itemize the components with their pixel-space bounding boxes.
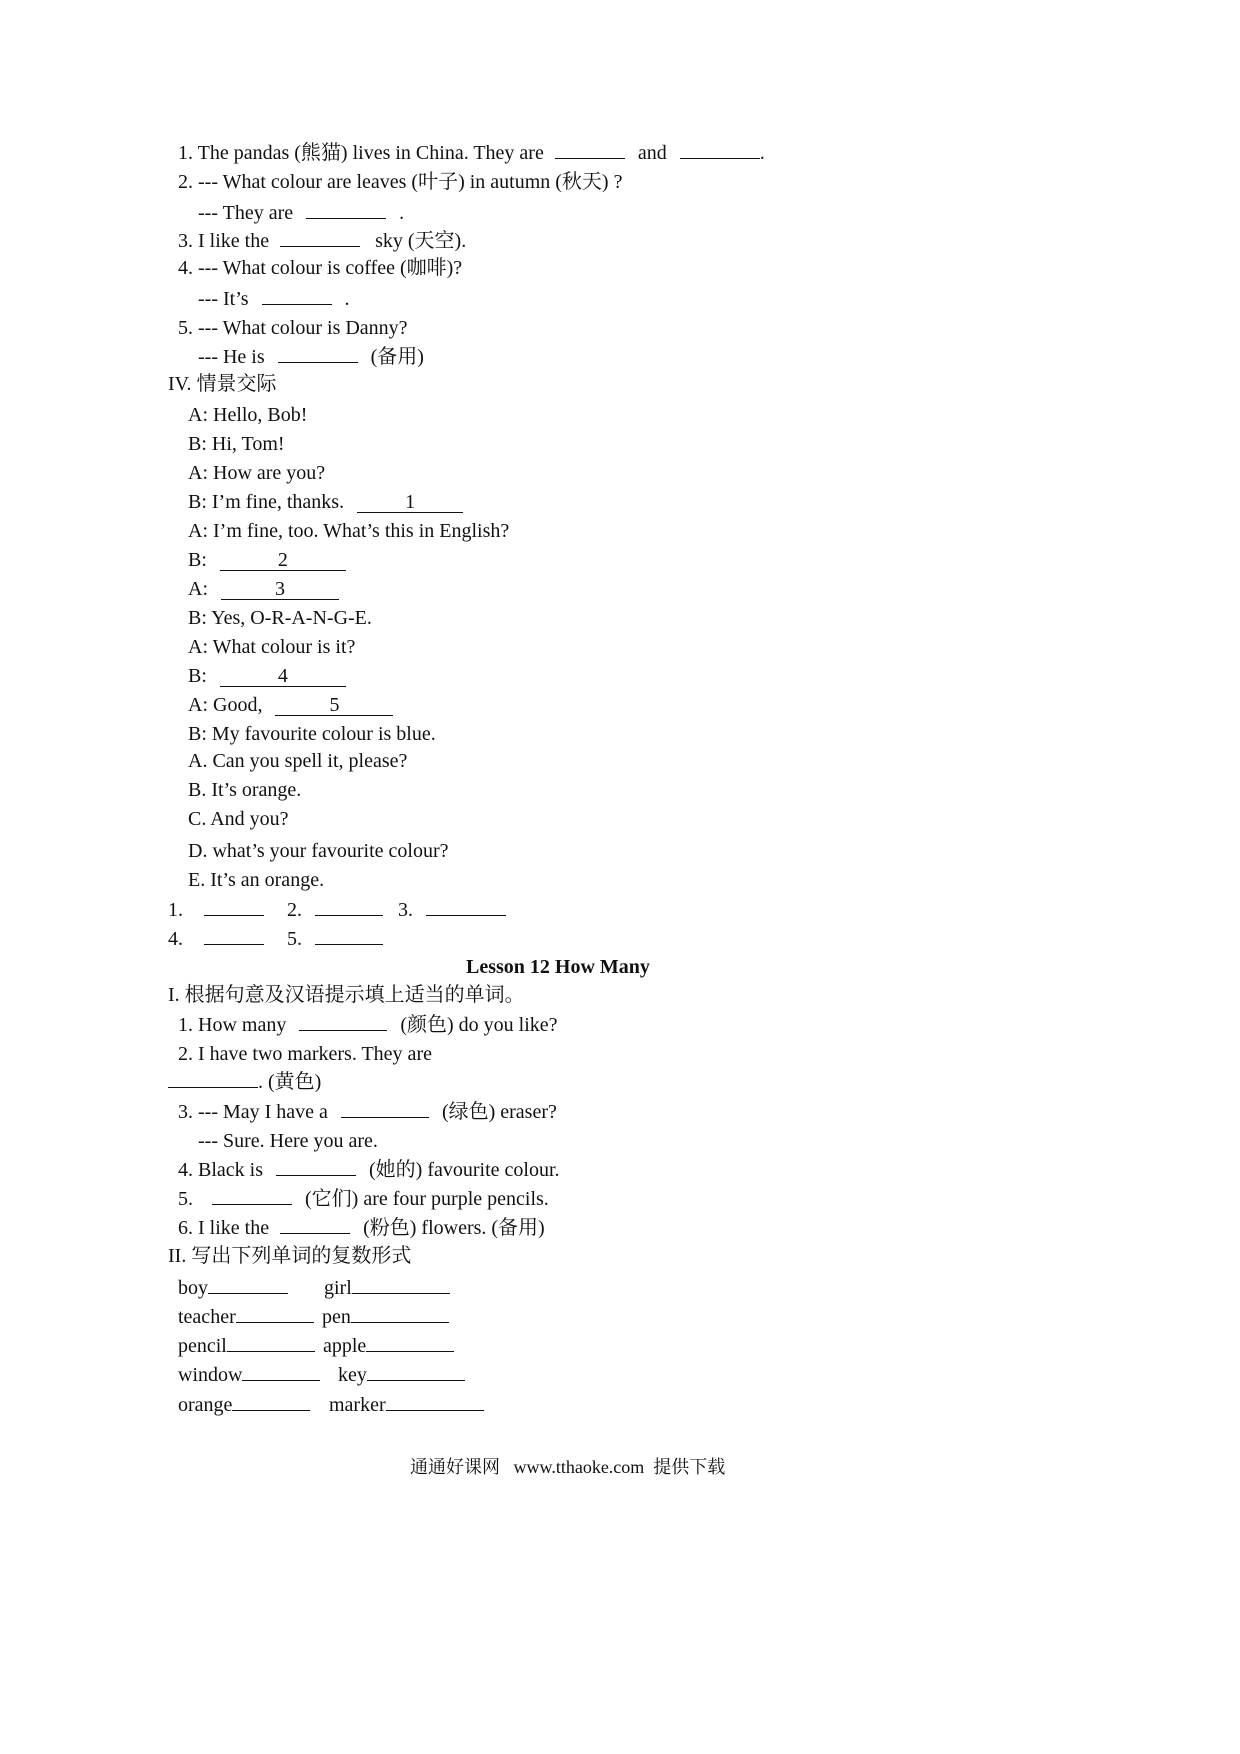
answer-blank[interactable] <box>351 1304 449 1323</box>
option-d: D. what’s your favourite colour? <box>188 840 449 862</box>
l12-item-text: 3. --- May I have a <box>178 1101 328 1123</box>
answer-blank[interactable] <box>204 897 264 916</box>
answer-blank[interactable] <box>386 1392 484 1411</box>
option-a: A. Can you spell it, please? <box>188 750 408 772</box>
answer-blank[interactable] <box>367 1362 465 1381</box>
plural-word: boy <box>178 1277 208 1299</box>
numbered-blank-1[interactable] <box>357 492 463 513</box>
option-c: C. And you? <box>188 808 289 830</box>
l12-item-5 <box>178 1186 549 1211</box>
dialogue-line-blank-2 <box>188 548 346 572</box>
answer-blank[interactable] <box>280 228 360 247</box>
plural-row-5 <box>178 1392 484 1417</box>
fill-item-2-answer <box>198 200 404 225</box>
numbered-blank-4[interactable] <box>220 666 346 687</box>
plural-row-4 <box>178 1362 465 1387</box>
page-footer: 通通好课网 www.tthaoke.com 提供下载 <box>410 1457 726 1477</box>
fill-item-3 <box>178 228 466 253</box>
answer-blank[interactable] <box>555 140 625 159</box>
l12-item-text: 5. <box>178 1188 193 1210</box>
dialogue-text: B: <box>188 549 207 571</box>
lesson12-section-1-heading: I. 根据句意及汉语提示填上适当的单词。 <box>168 984 525 1006</box>
plural-row-1 <box>178 1275 450 1300</box>
l12-item-tail: (她的) favourite colour. <box>369 1159 560 1181</box>
blank-number: 5 <box>329 694 340 716</box>
l12-item-2: 2. I have two markers. They are <box>178 1043 432 1065</box>
answer-blank[interactable] <box>306 200 386 219</box>
answer-blank[interactable] <box>262 286 332 305</box>
answer-blank[interactable] <box>366 1333 454 1352</box>
fill-item-1-and: and <box>637 142 667 164</box>
option-b: B. It’s orange. <box>188 779 302 801</box>
answer-blank[interactable] <box>236 1304 314 1323</box>
l12-item-2-cont <box>168 1069 321 1094</box>
answer-blank[interactable] <box>299 1012 387 1031</box>
answer-blank[interactable] <box>341 1099 429 1118</box>
dialogue-line: A: I’m fine, too. What’s this in English? <box>188 520 510 542</box>
answer-blank[interactable] <box>315 926 383 945</box>
answer-blank[interactable] <box>280 1215 350 1234</box>
fill-item-1-text: 1. The pandas (熊猫) lives in China. They are <box>178 142 544 164</box>
answer-blank[interactable] <box>168 1069 258 1088</box>
fill-item-3-text: 3. I like the <box>178 230 270 252</box>
section-4-heading: IV. 情景交际 <box>168 373 277 395</box>
dialogue-line-blank-3 <box>188 577 339 601</box>
plural-word: apple <box>323 1335 367 1357</box>
fill-item-4-text: 4. --- What colour is coffee (咖啡)? <box>178 257 463 279</box>
answer-blank[interactable] <box>352 1275 450 1294</box>
answer-label: 1. <box>168 899 183 921</box>
answer-blank[interactable] <box>278 344 358 363</box>
l12-item-4 <box>178 1157 560 1182</box>
plural-word: girl <box>324 1277 352 1299</box>
answer-label: 3. <box>398 899 413 921</box>
lesson-title: Lesson 12 How Many <box>466 956 650 978</box>
fill-item-2-answer-text: --- They are <box>198 202 294 224</box>
blank-number: 2 <box>277 549 288 571</box>
answer-blank[interactable] <box>315 897 383 916</box>
l12-item-text: 6. I like the <box>178 1217 270 1239</box>
answer-label: 5. <box>287 928 302 950</box>
plural-word: key <box>338 1364 367 1386</box>
l12-item-tail: (绿色) eraser? <box>441 1101 557 1123</box>
fill-item-2 <box>178 170 622 194</box>
dialogue-line-blank-4 <box>188 664 346 688</box>
fill-item-5-note: (备用) <box>370 346 424 368</box>
dialogue-line: B: Yes, O-R-A-N-G-E. <box>188 607 372 629</box>
fill-item-5-answer <box>198 344 424 369</box>
fill-item-5 <box>178 316 408 340</box>
dialogue-line-blank-1 <box>188 490 463 514</box>
plural-row-3 <box>178 1333 454 1358</box>
dialogue-text: B: I’m fine, thanks. <box>188 491 345 513</box>
fill-item-1 <box>178 140 765 165</box>
plural-word: orange <box>178 1394 233 1416</box>
fill-item-5-text: 5. --- What colour is Danny? <box>178 317 408 339</box>
dialogue-line: B: Hi, Tom! <box>188 433 285 455</box>
blank-number: 3 <box>275 578 285 600</box>
plural-word: pencil <box>178 1335 227 1357</box>
l12-item-text: 1. How many <box>178 1014 287 1036</box>
plural-word: pen <box>322 1306 351 1328</box>
plural-word: marker <box>329 1394 386 1416</box>
numbered-blank-5[interactable] <box>275 695 393 716</box>
answer-blank[interactable] <box>204 926 264 945</box>
dialogue-line: A: How are you? <box>188 462 326 484</box>
dialogue-line: B: My favourite colour is blue. <box>188 723 436 745</box>
l12-item-tail: (它们) are four purple pencils. <box>305 1188 549 1210</box>
numbered-blank-2[interactable] <box>220 550 346 571</box>
l12-item-3 <box>178 1099 557 1124</box>
fill-item-4-answer <box>198 286 350 311</box>
answer-label: 4. <box>168 928 183 950</box>
answer-blank[interactable] <box>208 1275 288 1294</box>
fill-item-2-period: . <box>399 202 405 224</box>
fill-item-4-answer-text: --- It’s <box>198 288 249 310</box>
fill-item-2-text: 2. --- What colour are leaves (叶子) in autumn (秋天) ? <box>178 171 623 193</box>
dialogue-text: A: Good, <box>188 694 263 716</box>
answer-blank[interactable] <box>276 1157 356 1176</box>
l12-item-3-answer: --- Sure. Here you are. <box>198 1130 378 1152</box>
plural-word: window <box>178 1364 243 1386</box>
answer-label: 2. <box>287 899 302 921</box>
l12-item-tail: (粉色) flowers. (备用) <box>363 1217 545 1239</box>
answer-blank[interactable] <box>242 1362 320 1381</box>
l12-item-text: 4. Black is <box>178 1159 263 1181</box>
fill-item-3-tail: sky (天空). <box>375 230 467 252</box>
answer-row-2 <box>168 926 383 951</box>
lesson12-section-2-heading: II. 写出下列单词的复数形式 <box>168 1245 412 1267</box>
fill-item-1-period: . <box>759 142 765 164</box>
option-e: E. It’s an orange. <box>188 869 325 891</box>
dialogue-line: A: What colour is it? <box>188 636 356 658</box>
l12-item-1 <box>178 1012 558 1037</box>
answer-blank[interactable] <box>426 897 506 916</box>
dialogue-line: A: Hello, Bob! <box>188 404 308 426</box>
numbered-blank-3[interactable] <box>221 579 339 600</box>
answer-blank[interactable] <box>227 1333 315 1352</box>
dialogue-text: A: <box>188 578 208 600</box>
l12-item-6 <box>178 1215 545 1240</box>
blank-number: 4 <box>277 665 288 687</box>
l12-item-tail: (颜色) do you like? <box>400 1014 558 1036</box>
answer-blank[interactable] <box>232 1392 310 1411</box>
dialogue-line-blank-5 <box>188 693 393 717</box>
plural-word: teacher <box>178 1306 236 1328</box>
dialogue-text: B: <box>188 665 207 687</box>
fill-item-4 <box>178 256 462 280</box>
answer-blank[interactable] <box>212 1186 292 1205</box>
answer-row-1 <box>168 897 506 922</box>
fill-item-4-period: . <box>344 288 350 310</box>
blank-number: 1 <box>405 491 416 513</box>
l12-item-tail: . (黄色) <box>258 1071 322 1093</box>
answer-blank[interactable] <box>680 140 760 159</box>
plural-row-2 <box>178 1304 449 1329</box>
fill-item-5-answer-text: --- He is <box>198 346 265 368</box>
